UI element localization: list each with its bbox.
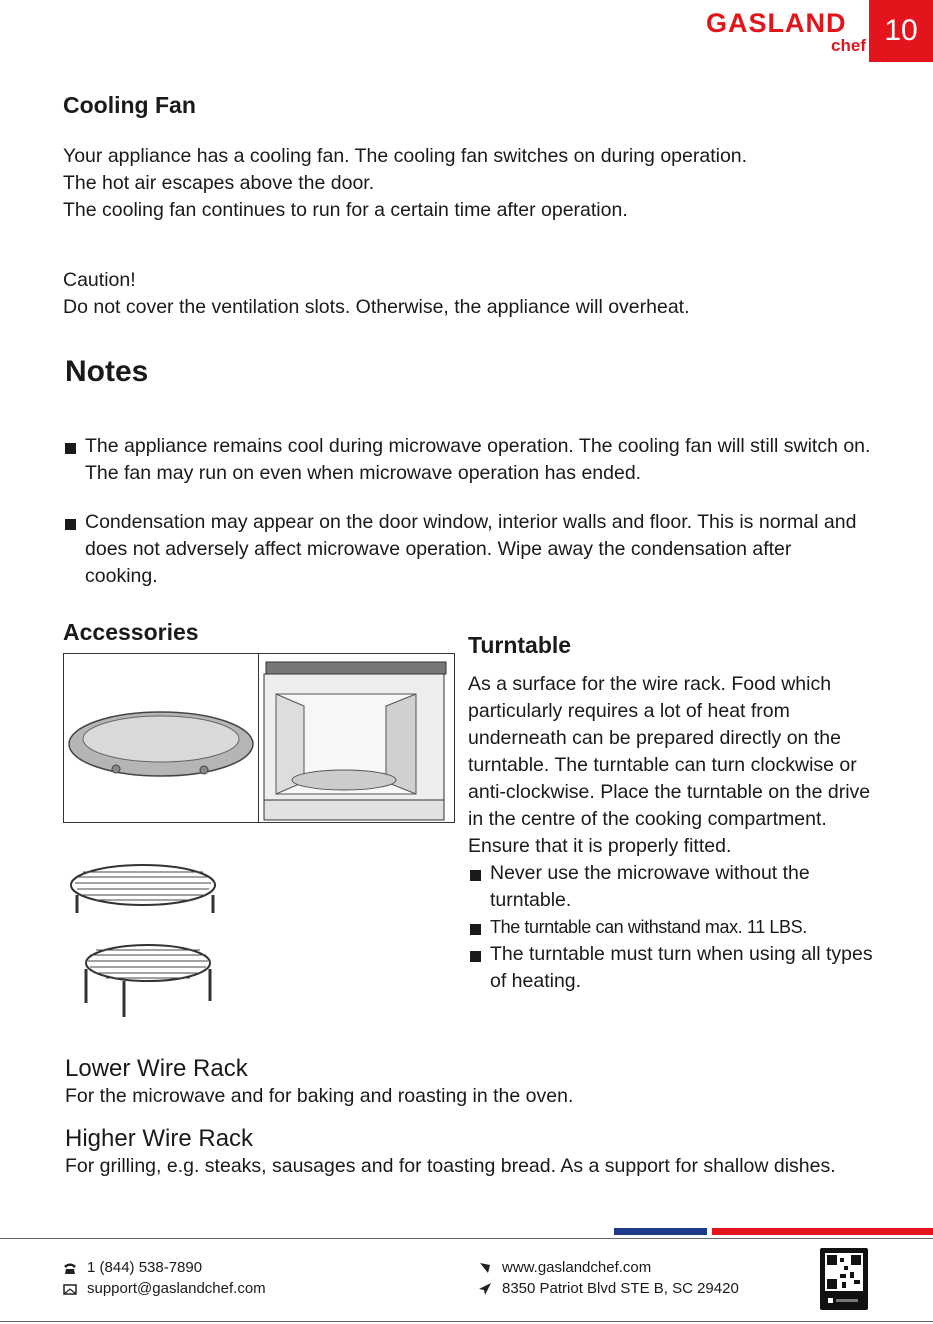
- footer-phone-text: 1 (844) 538-7890: [87, 1259, 203, 1276]
- footer-phone: [63, 1257, 202, 1278]
- notes-item: [63, 433, 873, 487]
- footer-email: [63, 1278, 266, 1299]
- page-number: 10: [884, 14, 918, 47]
- phone-icon: [63, 1261, 77, 1275]
- qr-code-graphic: [820, 1248, 868, 1310]
- footer-bottom-line: [0, 1321, 933, 1322]
- turntable-bullet: The turntable must turn when using all types of heating.: [468, 941, 880, 995]
- turntable-body: [468, 671, 880, 995]
- cooling-fan-line: Your appliance has a cooling fan. The cooling fan switches on during operation.: [63, 145, 748, 167]
- footer-email-text[interactable]: support@gaslandchef.com: [87, 1280, 266, 1297]
- footer-website-text[interactable]: www.gaslandchef.com: [502, 1259, 652, 1276]
- footer-accent-red: [712, 1228, 933, 1235]
- higher-wire-rack-illustration: [78, 935, 223, 1020]
- accessories-title: Accessories: [63, 619, 199, 645]
- footer-address: [478, 1278, 739, 1299]
- turntable-text: As a surface for the wire rack. Food which particularly requires a lot of heat from underneath can be prepared directly on the turntable. The turntable can turn clockwise or anti-clockwise. Place the turntable on the drive in the centre of the cooking compartment. Ensure that it is properly fitted.: [468, 673, 871, 857]
- brand-name: GASLAND: [706, 8, 847, 38]
- web-icon: [478, 1261, 492, 1275]
- higher-rack-block: [65, 1125, 885, 1180]
- brand-logo: [706, 8, 866, 54]
- notes-item: [63, 509, 863, 590]
- lower-wire-rack-illustration: [63, 855, 233, 925]
- mail-icon: [63, 1282, 77, 1296]
- caution-title: Caution!: [63, 269, 136, 291]
- caution-text: Do not cover the ventilation slots. Otherwise, the appliance will overheat.: [63, 296, 690, 318]
- higher-rack-title: Higher Wire Rack: [65, 1125, 254, 1152]
- lower-rack-title: Lower Wire Rack: [65, 1055, 248, 1082]
- footer-website: [478, 1257, 651, 1278]
- page-number-box: [869, 0, 933, 62]
- turntable-bullet: The turntable can withstand max. 11 LBS.: [468, 914, 880, 941]
- lower-rack-block: [65, 1055, 885, 1110]
- turntable-title: Turntable: [468, 632, 572, 658]
- turntable-illustration-frame: [63, 653, 455, 823]
- turntable-bullet: Never use the microwave without the turntable.: [468, 860, 880, 914]
- qr-code-icon: [820, 1248, 868, 1310]
- lower-rack-text: For the microwave and for baking and roasting in the oven.: [65, 1085, 574, 1107]
- notes-title: Notes: [65, 355, 149, 388]
- caution-block: [63, 267, 883, 321]
- higher-rack-text: For grilling, e.g. steaks, sausages and for toasting bread. As a support for shallow dishes.: [65, 1155, 836, 1177]
- notes-item-text: The appliance remains cool during microwave operation. The cooling fan will still switch on. The fan may run on even when microwave operation has ended.: [63, 433, 873, 487]
- cooling-fan-title: Cooling Fan: [63, 92, 196, 118]
- footer-divider: [0, 1238, 933, 1239]
- footer-address-text: 8350 Patriot Blvd STE B, SC 29420: [502, 1280, 739, 1297]
- footer-accent-blue: [614, 1228, 707, 1235]
- location-icon: [478, 1282, 492, 1296]
- cooling-fan-line: The cooling fan continues to run for a certain time after operation.: [63, 199, 628, 221]
- cooling-fan-body: [63, 143, 883, 224]
- turntable-illustration: [64, 654, 456, 824]
- brand-sub: chef: [831, 36, 866, 55]
- cooling-fan-line: The hot air escapes above the door.: [63, 172, 375, 194]
- notes-item-text: Condensation may appear on the door window, interior walls and floor. This is normal and does not adversely affect microwave operation. Wipe away the condensation after cooking.: [63, 509, 863, 590]
